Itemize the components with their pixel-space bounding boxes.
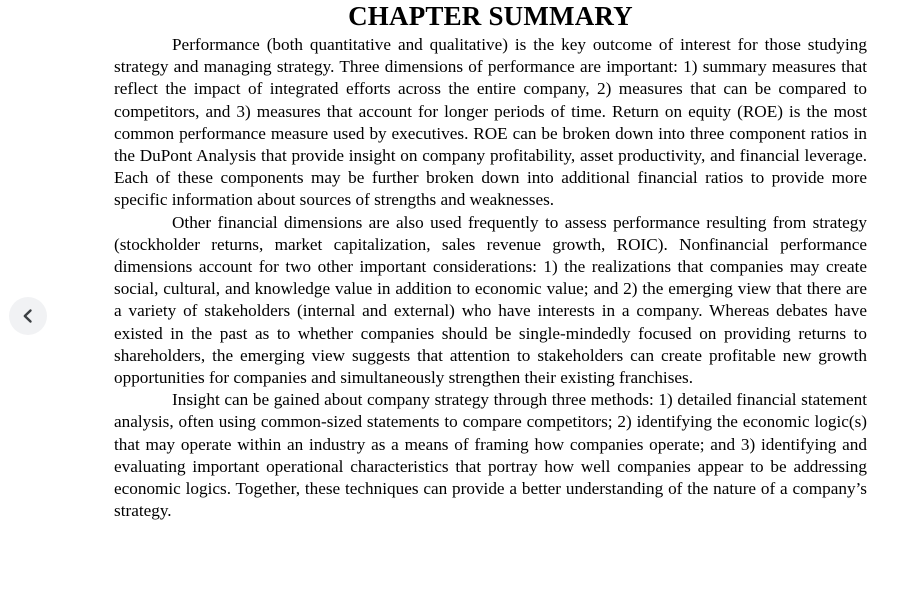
previous-page-button[interactable] (9, 297, 47, 335)
paragraph-dimensions: Other financial dimensions are also used frequently to assess performance resulting from strategy (stockholder returns, market capitalization, sales revenue growth, ROIC). Nonfinancial performance dimensions account for two other important considerations: 1) the realizations that companies may create social, cultural, and knowledge value in addition to economic value; and 2) the emerging view that there are a variety of stakeholders (internal and external) who have interests in a company. Whereas debates have existed in the past as to whether companies should be single-mindedly focused on providing returns to shareholders, the emerging view suggests that attention to stakeholders can create profitable new growth opportunities for companies and simultaneously strengthen their existing franchises. (114, 212, 867, 388)
chapter-title: CHAPTER SUMMARY (348, 1, 633, 31)
paragraph-insight: Insight can be gained about company strategy through three methods: 1) detailed financial statement analysis, often using common-sized statements to compare competitors; 2) identifying the economic logic(s) that may operate within an industry as a means of framing how companies operate; and 3) identifying and evaluating important operational characteristics that portray how well companies appear to be addressing economic logics. Together, these techniques can provide a better understanding of the nature of a company’s strategy. (114, 390, 867, 521)
summary-body (114, 34, 867, 522)
chevron-left-icon (20, 308, 36, 324)
document-page (114, 0, 867, 522)
paragraph-performance: Performance (both quantitative and qualitative) is the key outcome of interest for those studying strategy and managing strategy. Three dimensions of performance are important: 1) summary measures that reflect the impact of integrated efforts across the entire company, 2) measures that can be compared to competitors, and 3) measures that account for longer periods of time. Return on equity (ROE) is the most common performance measure used by executives. ROE can be broken down into three component ratios in the DuPont Analysis that provide insight on company profitability, asset productivity, and financial leverage. Each of these components may be further broken down into additional financial ratios to provide more specific information about sources of strengths and weaknesses. (114, 35, 867, 210)
